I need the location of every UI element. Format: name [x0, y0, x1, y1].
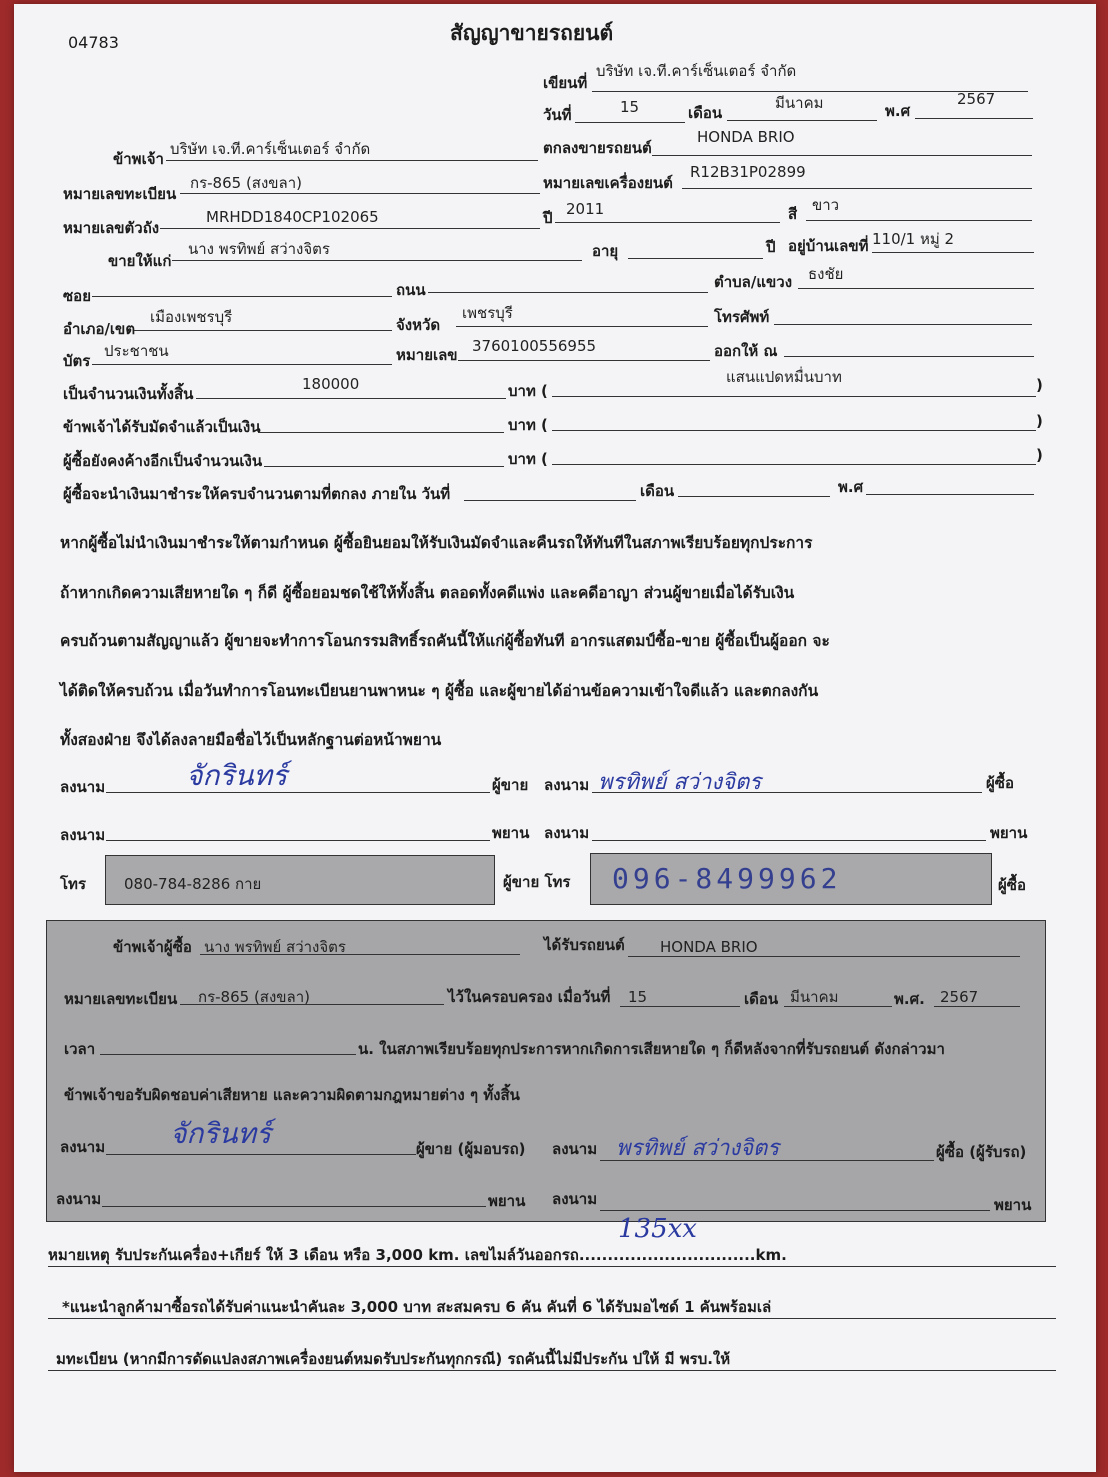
- possession-label: ไว้ในครอบครอง เมื่อวันที่: [448, 988, 611, 1006]
- agree-sell-label: ตกลงขายรถยนต์: [543, 139, 652, 157]
- plate-line: [180, 193, 540, 194]
- due-year-label: พ.ศ: [838, 478, 864, 496]
- condition-text: น. ในสภาพเรียบร้อยทุกประการหากเกิดการเสียหายใด ๆ ก็ดีหลังจากที่รับรถยนต์ ดังกล่าวมา: [358, 1040, 945, 1058]
- road-label: ถนน: [396, 281, 426, 299]
- seller-line: [166, 160, 538, 161]
- receipt-seller-signature: จักรินทร์: [170, 1117, 272, 1150]
- receipt-witness1-label: ลงนาม: [56, 1190, 102, 1208]
- receipt-witness1-role: พยาน: [488, 1192, 526, 1210]
- receipt-plate: กร-865 (สงขลา): [198, 988, 311, 1006]
- possession-year-label: พ.ศ.: [894, 990, 925, 1008]
- receipt-intro-label: ข้าพเจ้าผู้ซื้อ: [113, 938, 192, 956]
- terms-line-3: ครบถ้วนตามสัญญาแล้ว ผู้ขายจะทำการโอนกรรมสิทธิ์รถคันนี้ให้แก่ผู้ซื้อทันที อากรแสตมป์ซื้อ-ขาย ผู้ซื้อเป็นผู้ออก จะ: [60, 632, 830, 650]
- possession-month: มีนาคม: [790, 988, 839, 1006]
- balance-label: ผู้ซื้อยังคงค้างอีกเป็นจำนวนเงิน: [63, 452, 263, 470]
- seller-sign-label: ลงนาม: [60, 778, 106, 796]
- terms-line-2: ถ้าหากเกิดความเสียหายใด ๆ ก็ดี ผู้ซื้อยอมชดใช้ให้ทั้งสิ้น ตลอดทั้งคดีแพ่ง และคดีอาญา ส่วนผู้ขายเมื่อได้รับเงิน: [60, 584, 795, 602]
- note-rule-2: [48, 1318, 1056, 1319]
- due-year-line: [866, 494, 1034, 495]
- page-title: สัญญาขายรถยนต์: [450, 21, 614, 45]
- buyer-sign-label: ลงนาม: [544, 776, 590, 794]
- vehicle-year-label: ปี: [543, 209, 553, 227]
- seller-tel-label: ผู้ขาย โทร: [503, 873, 571, 891]
- soi-label: ซอย: [63, 287, 91, 305]
- seller-name: บริษัท เจ.ที.คาร์เซ็นเตอร์ จำกัด: [170, 140, 371, 158]
- phone-line: [774, 324, 1032, 325]
- witness2-role: พยาน: [990, 824, 1028, 842]
- buyer-sign-role: ผู้ซื้อ: [986, 774, 1014, 792]
- balance-words-line: [552, 464, 1036, 465]
- possession-month-label: เดือน: [744, 990, 779, 1008]
- received-car-label: ได้รับรถยนต์: [544, 936, 625, 954]
- car-model: HONDA BRIO: [697, 128, 795, 146]
- receipt-buyer-signature: พรทิพย์ สว่างจิตร: [616, 1136, 780, 1161]
- total-label: เป็นจำนวนเงินทั้งสิ้น: [63, 385, 194, 403]
- written-at-label: เขียนที่: [543, 74, 588, 92]
- card-label: บัตร: [63, 352, 91, 370]
- agree-sell-line: [652, 155, 1032, 156]
- month-line: [727, 120, 877, 121]
- total-words-value: แสนแปดหมื่นบาท: [726, 368, 842, 386]
- possession-month-line: [784, 1006, 892, 1007]
- receipt-witness2-line: [600, 1210, 990, 1211]
- subdistrict-value: ธงชัย: [808, 265, 844, 283]
- deposit-words-line: [552, 430, 1036, 431]
- sell-to-label: ขายให้แก่: [108, 252, 172, 270]
- due-month-label: เดือน: [640, 482, 675, 500]
- seller-sign-line: [106, 792, 490, 793]
- possession-day-line: [620, 1006, 740, 1007]
- day-value: 15: [620, 98, 640, 116]
- engine-value: R12B31P02899: [690, 163, 806, 181]
- vehicle-year-line: [555, 222, 780, 223]
- issued-label: ออกให้ ณ: [714, 342, 778, 360]
- possession-day: 15: [628, 988, 648, 1006]
- address-value: 110/1 หมู่ 2: [872, 230, 955, 248]
- chassis-value: MRHDD1840CP102065: [206, 208, 379, 226]
- age-line: [628, 258, 763, 259]
- note-line-1: หมายเหตุ รับประกันเครื่อง+เกียร์ ให้ 3 เดือน หรือ 3,000 km. เลขไมล์วันออกรถ...............................km.: [48, 1246, 787, 1264]
- id-line: [458, 360, 710, 361]
- month-label: เดือน: [688, 104, 723, 122]
- id-value: 3760100556955: [472, 337, 597, 355]
- deposit-baht-label: บาท (: [508, 416, 548, 434]
- engine-line: [682, 188, 1032, 189]
- seller-sign-role: ผู้ขาย: [492, 776, 529, 794]
- year-value: 2567: [957, 90, 996, 108]
- written-at-value: บริษัท เจ.ที.คาร์เซ็นเตอร์ จำกัด: [596, 62, 797, 80]
- province-line: [456, 326, 708, 327]
- deposit-label: ข้าพเจ้าได้รับมัดจำแล้วเป็นเงิน: [63, 418, 261, 436]
- responsibility-text: ข้าพเจ้าขอรับผิดชอบค่าเสียหาย และความผิดตามกฎหมายต่าง ๆ ทั้งสิ้น: [64, 1086, 520, 1104]
- day-line: [575, 122, 685, 123]
- district-value: เมืองเพชรบุรี: [150, 308, 233, 326]
- terms-line-4: ได้ติดให้ครบถ้วน เมื่อวันทำการโอนทะเบียนยานพาหนะ ๆ ผู้ซื้อ และผู้ขายได้อ่านข้อความเข้าใจดีแล้ว และตกลงกัน: [60, 682, 819, 700]
- due-day-line: [464, 500, 636, 501]
- total-value: 180000: [302, 375, 360, 393]
- district-label: อำเภอ/เขต: [63, 320, 136, 338]
- due-label: ผู้ซื้อจะนำเงินมาชำระให้ครบจำนวนตามที่ตกลง ภายใน วันที่: [63, 485, 451, 503]
- due-month-line: [678, 496, 830, 497]
- year-line: [915, 118, 1033, 119]
- witness1-sign-line: [106, 840, 490, 841]
- note-rule-1: [48, 1266, 1056, 1267]
- color-value: ขาว: [812, 196, 840, 214]
- witness2-sign-label: ลงนาม: [544, 824, 590, 842]
- date-label: วันที่: [543, 106, 572, 124]
- seller-label: ข้าพเจ้า: [113, 150, 164, 168]
- subdistrict-label: ตำบล/แขวง: [714, 273, 793, 291]
- month-value: มีนาคม: [775, 94, 824, 112]
- seller-signature: จักรินทร์: [186, 759, 288, 792]
- district-line: [134, 330, 392, 331]
- id-label: หมายเลข: [396, 346, 458, 364]
- receipt-section: [46, 920, 1046, 1222]
- soi-line: [92, 296, 392, 297]
- engine-label: หมายเลขเครื่องยนต์: [543, 174, 673, 192]
- witness1-sign-label: ลงนาม: [60, 826, 106, 844]
- card-line: [92, 364, 392, 365]
- document-number: 04783: [68, 33, 119, 52]
- seller-phone: 080-784-8286 กาย: [124, 875, 262, 893]
- received-car-line: [628, 956, 1020, 957]
- balance-baht-label: บาท (: [508, 450, 548, 468]
- buyer-signature: พรทิพย์ สว่างจิตร: [598, 770, 762, 795]
- time-line: [100, 1054, 356, 1055]
- address-label: อยู่บ้านเลขที่: [788, 237, 869, 255]
- total-close-paren: ): [1036, 376, 1043, 394]
- receipt-witness2-label: ลงนาม: [552, 1190, 598, 1208]
- terms-line-5: ทั้งสองฝ่าย จึงได้ลงลายมือชื่อไว้เป็นหลักฐานต่อหน้าพยาน: [60, 731, 442, 749]
- mileage-handwritten: 135xx: [618, 1214, 697, 1244]
- received-car: HONDA BRIO: [660, 938, 758, 956]
- note-rule-3: [48, 1370, 1056, 1371]
- receipt-buyer-role: ผู้ซื้อ (ผู้รับรถ): [936, 1143, 1027, 1161]
- color-line: [806, 220, 1032, 221]
- chassis-label: หมายเลขตัวถัง: [63, 219, 160, 237]
- year-label: พ.ศ: [885, 102, 911, 120]
- chassis-line: [160, 228, 540, 229]
- buyer-phone: 096-8499962: [612, 862, 842, 895]
- receipt-seller-role: ผู้ขาย (ผู้มอบรถ): [416, 1140, 526, 1158]
- possession-year-line: [934, 1006, 1020, 1007]
- terms-line-1: หากผู้ซื้อไม่นำเงินมาชำระให้ตามกำหนด ผู้ซื้อยินยอมให้รับเงินมัดจำและคืนรถให้ทันทีในสภาพเรียบร้อยทุกประการ: [60, 534, 813, 552]
- tel-label: โทร: [60, 875, 87, 893]
- total-words-line: [552, 396, 1036, 397]
- province-value: เพชรบุรี: [462, 304, 513, 322]
- note-line-3: มทะเบียน (หากมีการดัดแปลงสภาพเครื่องยนต์หมดรับประกันทุกกรณี) รถคันนี้ไม่มีประกัน ปให้ มี พรบ.ให้: [56, 1350, 731, 1368]
- receipt-buyer-sign-label: ลงนาม: [552, 1140, 598, 1158]
- deposit-close-paren: ): [1036, 412, 1043, 430]
- vehicle-year-value: 2011: [566, 200, 605, 218]
- address-line: [872, 252, 1034, 253]
- receipt-plate-label: หมายเลขทะเบียน: [64, 990, 178, 1008]
- age-label: อายุ: [592, 242, 619, 260]
- total-line: [196, 398, 506, 399]
- receipt-witness1-line: [102, 1206, 486, 1207]
- province-label: จังหวัด: [396, 316, 441, 334]
- buyer-name: นาง พรทิพย์ สว่างจิตร: [188, 240, 330, 258]
- note-line-2: *แนะนำลูกค้ามาซื้อรถได้รับค่าแนะนำคันละ 3,000 บาท สะสมครบ 6 คัน คันที่ 6 ได้รับมอไซด์ 1 คันพร้อมเล่: [62, 1298, 772, 1316]
- phone-label: โทรศัพท์: [714, 308, 770, 326]
- age-years-label: ปี: [766, 238, 776, 256]
- issued-line: [784, 356, 1034, 357]
- total-baht-label: บาท (: [508, 382, 548, 400]
- witness2-sign-line: [592, 840, 986, 841]
- buyer-name-line: [172, 260, 582, 261]
- time-label: เวลา: [64, 1040, 96, 1058]
- receipt-seller-sign-label: ลงนาม: [60, 1138, 106, 1156]
- plate-value: กร-865 (สงขลา): [190, 174, 303, 192]
- receipt-buyer: นาง พรทิพย์ สว่างจิตร: [204, 938, 346, 956]
- road-line: [428, 292, 708, 293]
- plate-label: หมายเลขทะเบียน: [63, 185, 177, 203]
- subdistrict-line: [798, 288, 1034, 289]
- balance-close-paren: ): [1036, 446, 1043, 464]
- receipt-witness2-role: พยาน: [994, 1196, 1032, 1214]
- witness1-role: พยาน: [492, 824, 530, 842]
- buyer-phone-label: ผู้ซื้อ: [998, 876, 1026, 894]
- deposit-line: [258, 432, 504, 433]
- balance-line: [264, 466, 504, 467]
- card-type-value: ประชาชน: [104, 342, 169, 360]
- possession-year: 2567: [940, 988, 979, 1006]
- color-label: สี: [788, 205, 798, 223]
